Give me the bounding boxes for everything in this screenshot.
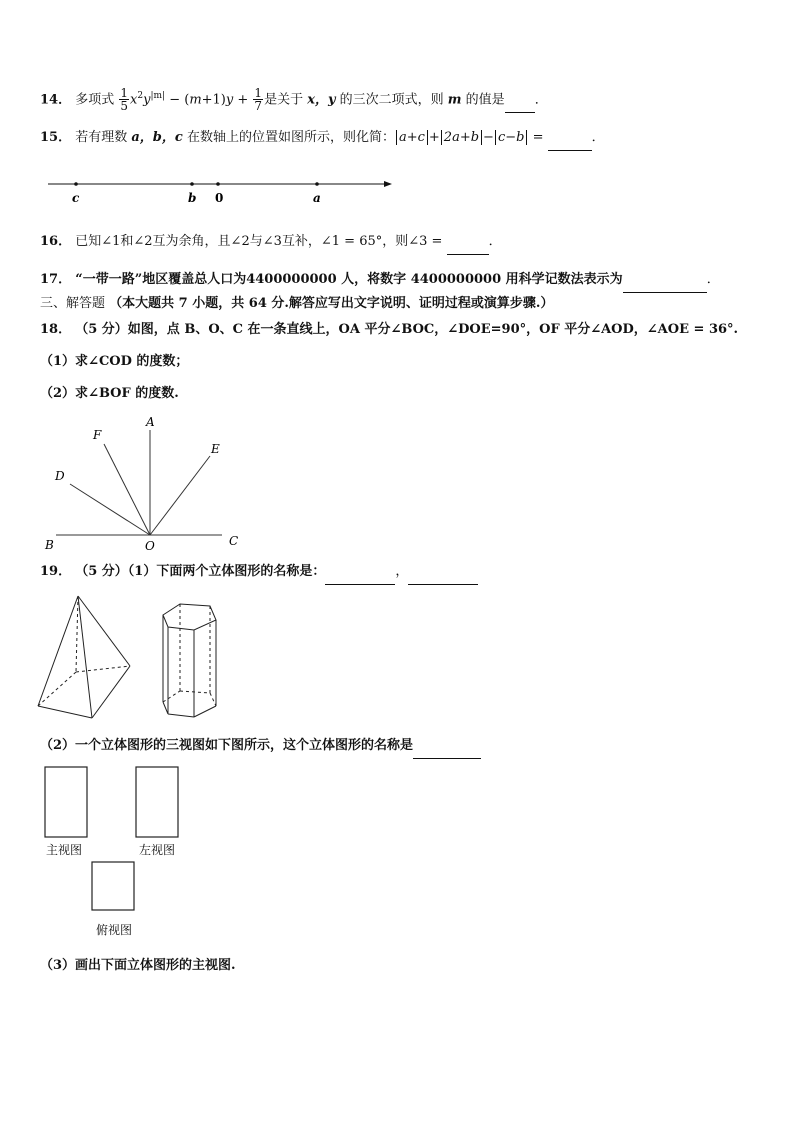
math-op: − ( (165, 92, 190, 108)
label-O: O (145, 539, 155, 553)
point-b (190, 182, 194, 186)
pyramid-icon (38, 596, 130, 718)
label-F: F (93, 428, 102, 442)
math-op: − (483, 130, 494, 145)
exponent: 2 (137, 91, 144, 101)
question-number: 15． (40, 130, 72, 145)
label-C: C (229, 534, 239, 548)
label-b: b (188, 191, 197, 205)
label-E: E (211, 442, 220, 456)
math-var: m (447, 92, 462, 108)
punctuation: ． (488, 234, 502, 249)
question-number: 16． (40, 234, 72, 249)
punctuation: ． (534, 92, 548, 108)
label-A: A (146, 415, 155, 429)
point-c (74, 182, 78, 186)
question-text: （2）一个立体图形的三视图如下图所示，这个立体图形的名称是 (40, 738, 414, 753)
label-B: B (45, 538, 54, 552)
question-17 (40, 270, 720, 293)
exponent: |m| (150, 91, 166, 101)
solids-figure (30, 590, 250, 730)
question-16 (40, 232, 502, 255)
top-view-caption: 俯视图 (96, 923, 133, 937)
abs-expression: c−b (495, 130, 528, 145)
question-18 (40, 320, 738, 340)
math-op: = (528, 130, 548, 145)
front-view-rect (45, 767, 87, 837)
question-number: 17． (40, 272, 72, 287)
question-19-part-2 (40, 736, 481, 759)
math-var: x (130, 92, 138, 108)
label-c: c (72, 191, 80, 205)
fraction-one-fifth (119, 87, 129, 112)
abs-expression: a+c (396, 130, 428, 145)
denominator: 5 (120, 99, 129, 114)
punctuation: ． (706, 272, 720, 287)
question-text: （5 分）（1）下面两个立体图形的名称是： (75, 564, 326, 579)
number-line-figure (40, 170, 400, 210)
question-text: 在数轴上的位置如图所示，则化简： (182, 130, 395, 145)
math-op: + (233, 92, 253, 108)
ray-OD (70, 484, 150, 535)
question-text: 的值是 (461, 92, 505, 108)
section-title: 三、解答题 (40, 296, 106, 311)
section-heading (40, 294, 553, 314)
question-text: （5 分）如图，点 B、O、C 在一条直线上，OA 平分∠BOC，∠DOE=90°，OF 平分∠AOD，∠AOE = 36°. (75, 322, 739, 337)
question-number: 14． (40, 92, 72, 108)
question-text: 若有理数 (75, 130, 132, 145)
ray-OF (104, 444, 150, 535)
math-var: a，b，c (131, 130, 183, 145)
answer-blank[interactable] (505, 92, 535, 113)
question-text: 是关于 (264, 92, 308, 108)
question-text: 多项式 (75, 92, 115, 108)
answer-blank[interactable] (408, 564, 478, 585)
label-D: D (55, 469, 65, 483)
section-note: （本大题共 7 小题，共 64 分.解答应写出文字说明、证明过程或演算步骤.） (109, 296, 554, 311)
pentagonal-prism-icon (163, 604, 216, 717)
math-var: y (143, 92, 151, 108)
point-zero (216, 182, 220, 186)
math-op: + (428, 130, 440, 145)
abs-expression: 2a+b (441, 130, 482, 145)
math-var: y (225, 92, 234, 108)
punctuation: ， (395, 564, 409, 579)
punctuation: ． (591, 130, 605, 145)
label-zero: 0 (215, 191, 224, 205)
question-text: 已知∠1和∠2互为余角，且∠2与∠3互补，∠1 = 65°，则∠3 = (75, 234, 447, 249)
math-op: +1) (201, 92, 226, 108)
question-15 (40, 128, 605, 151)
angle-figure (40, 410, 260, 560)
front-view-caption: 主视图 (46, 843, 83, 857)
point-a (315, 182, 319, 186)
left-view-caption: 左视图 (139, 843, 176, 857)
question-text: “一带一路”地区覆盖总人口为4400000000 人，将数字 4400000000 用科学记数法表示为 (75, 272, 623, 287)
left-view-rect (136, 767, 178, 837)
denominator: 7 (254, 99, 263, 114)
answer-blank[interactable] (623, 272, 707, 293)
arrow-head-icon (384, 181, 392, 187)
top-view-rect (92, 862, 134, 910)
question-19 (40, 562, 478, 585)
answer-blank[interactable] (413, 738, 481, 759)
question-18-part-1: （1）求∠COD 的度数； (40, 354, 189, 369)
numerator: 1 (120, 86, 129, 101)
question-19-part-3: （3）画出下面立体图形的主视图. (40, 958, 236, 973)
question-14 (40, 86, 548, 113)
math-var: m (189, 92, 202, 108)
math-var: x，y (307, 92, 336, 108)
question-text: 的三次二项式，则 (335, 92, 448, 108)
numerator: 1 (254, 86, 263, 101)
fraction-one-seventh (253, 87, 263, 112)
ray-OE (150, 456, 210, 535)
label-a: a (313, 191, 321, 205)
answer-blank[interactable] (548, 130, 592, 151)
answer-blank[interactable] (325, 564, 395, 585)
question-number: 19． (40, 564, 72, 579)
answer-blank[interactable] (447, 234, 489, 255)
question-number: 18． (40, 322, 72, 337)
question-18-part-2: （2）求∠BOF 的度数. (40, 386, 179, 401)
